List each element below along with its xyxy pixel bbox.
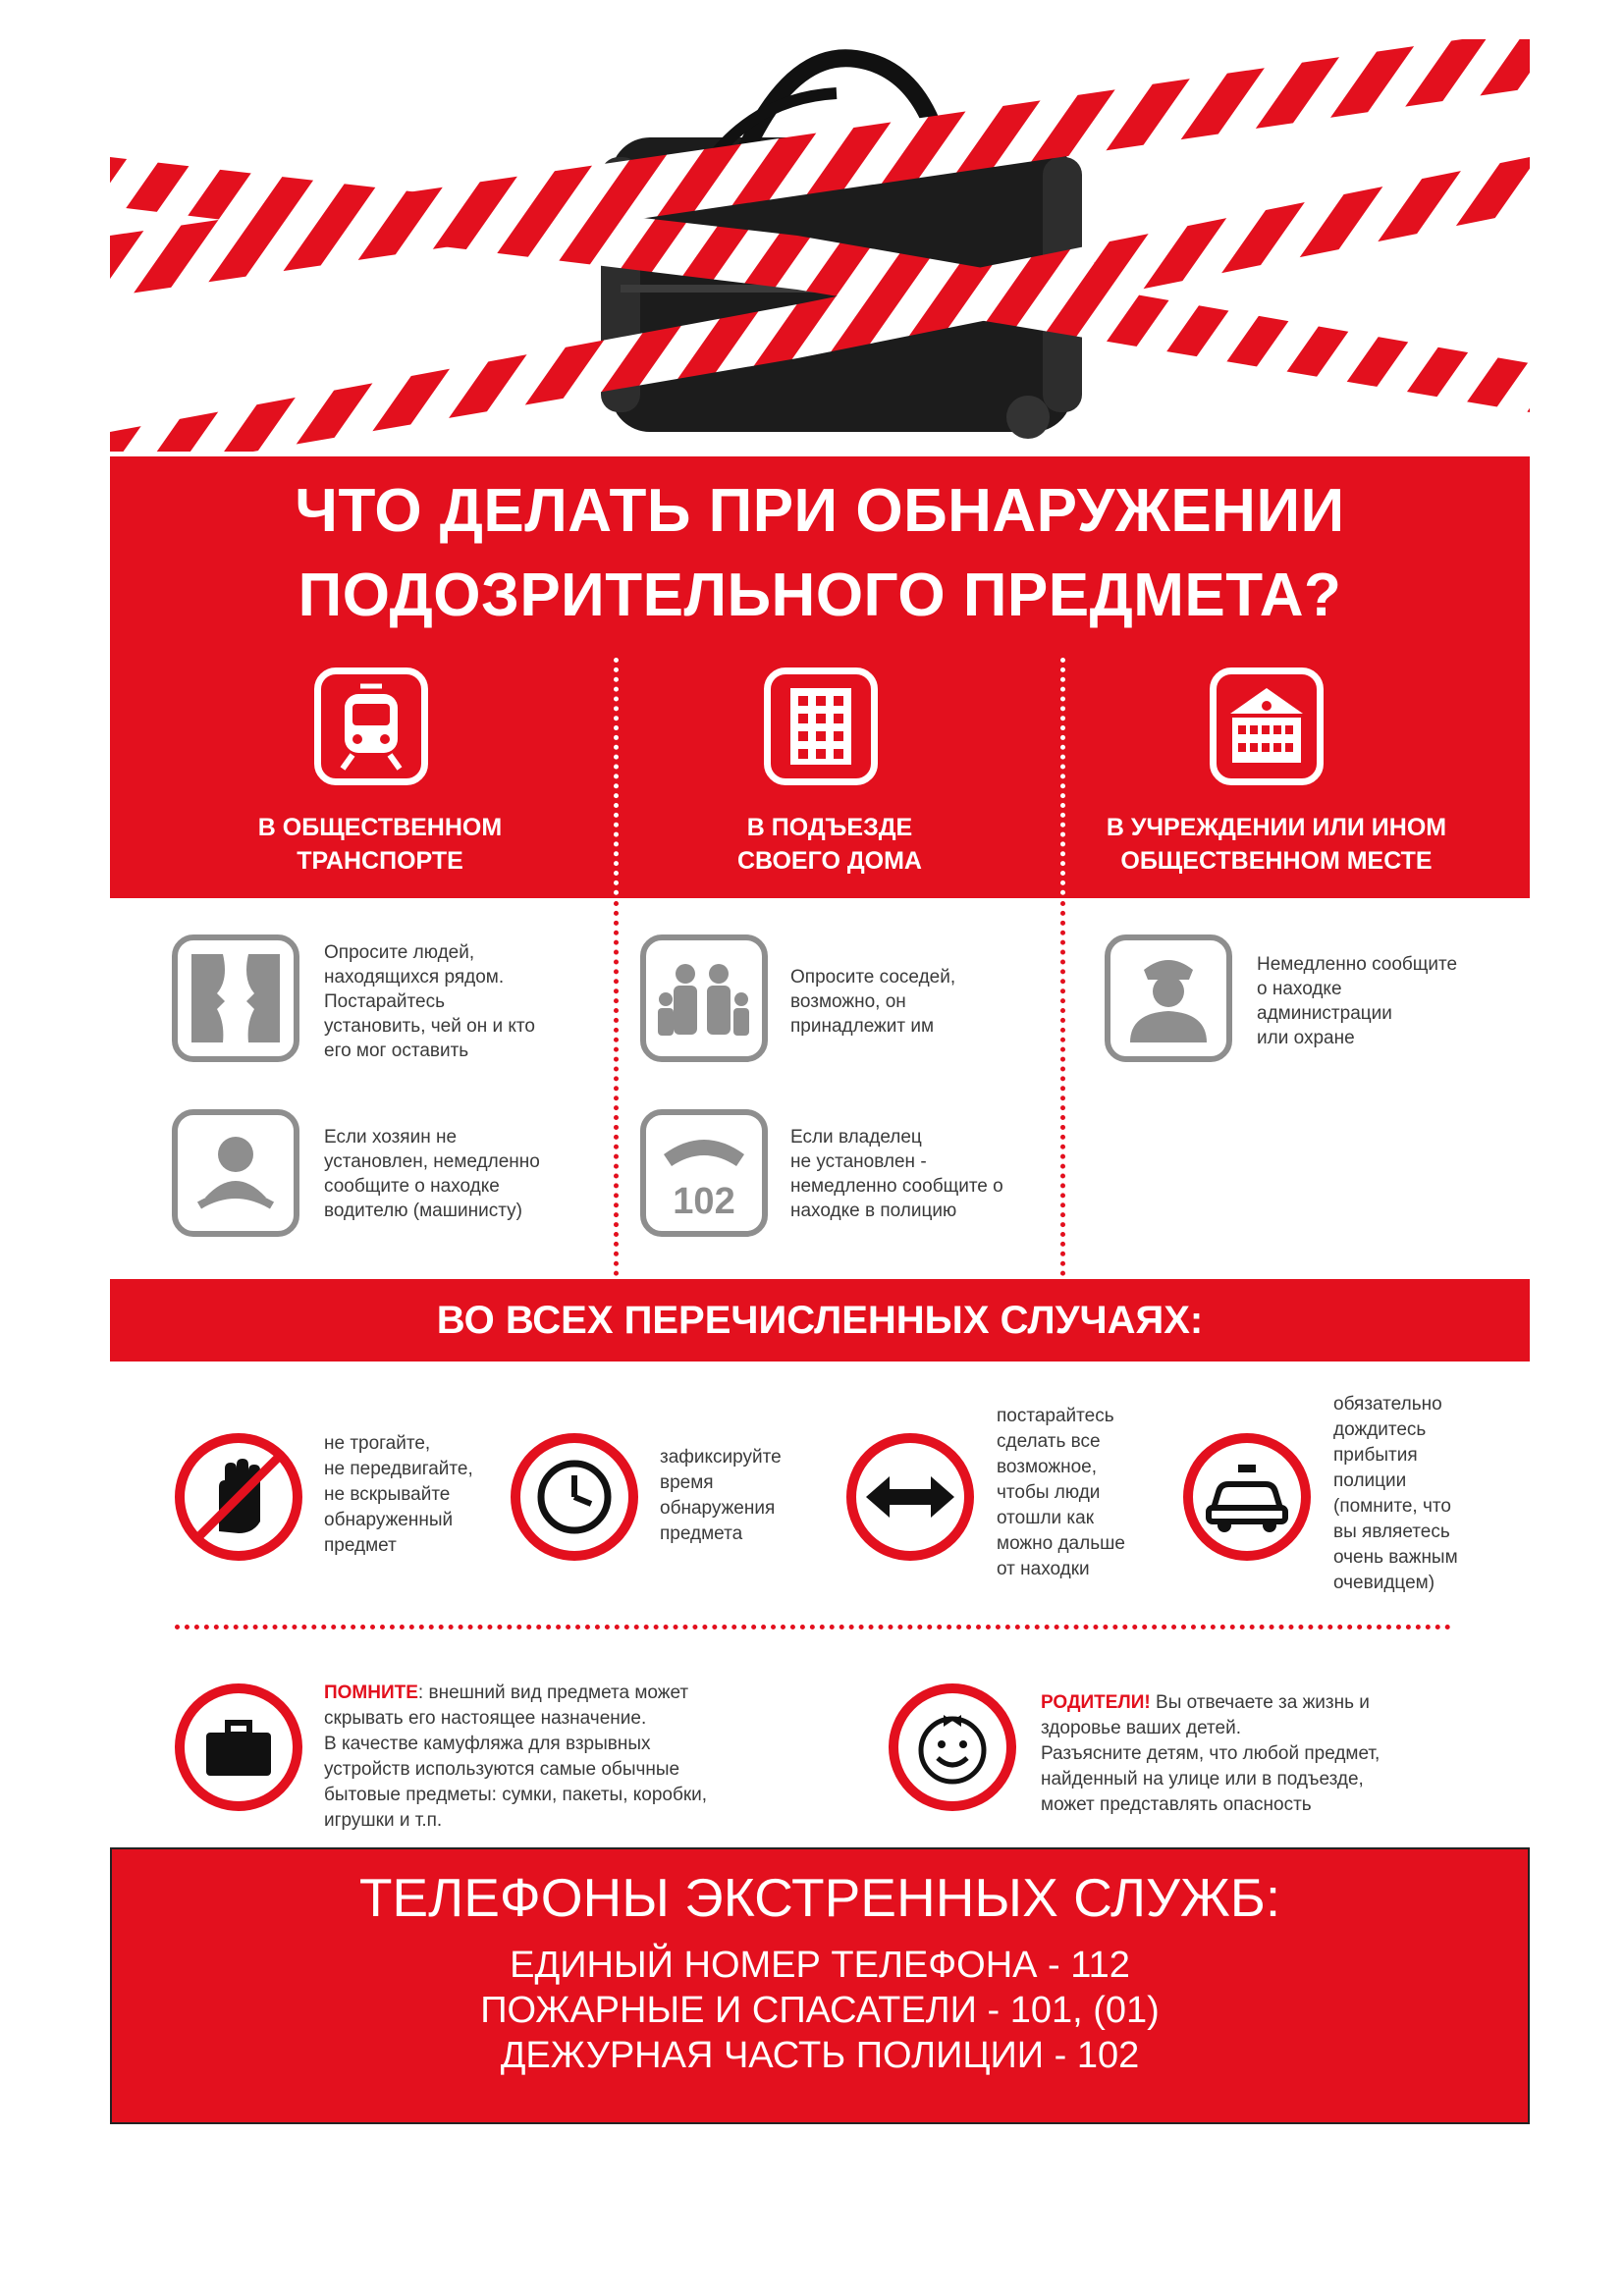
clock-icon [511,1433,638,1561]
divider [175,1625,1451,1629]
remember-label: ПОМНИТЕ [324,1682,418,1703]
remember-note: ПОМНИТЕ: внешний вид предмета может скрывать его настоящее назначение. В качестве камуфляжа для взрывных устройств используются самые обычные бытовые предметы: сумки, пакеты, коробки, игрушки и т.п. [324,1682,708,1831]
hero-illustration [110,39,1530,452]
parents-label: РОДИТЕЛИ! [1041,1692,1151,1713]
emergency-line-police: ДЕЖУРНАЯ ЧАСТЬ ПОЛИЦИИ - 102 [500,2035,1140,2076]
phone-102-icon [640,1109,768,1237]
bag-with-tape-icon [110,39,1530,452]
emergency-line-unified: ЕДИНЫЙ НОМЕР ТЕЛЕФОНА - 112 [510,1945,1130,1986]
institution-building-icon [1210,667,1324,785]
apartment-building-icon [764,667,878,785]
divider [1060,658,1065,895]
rule-4-text: обязательно дождитесь прибытия полиции (помните, что вы являетесь очень важным очевидцем) [1333,1394,1458,1593]
rule-2-text: зафиксируйте время обнаружения предмета [660,1447,782,1544]
no-touch-icon [175,1433,302,1561]
title-line-1: ЧТО ДЕЛАТЬ ПРИ ОБНАРУЖЕНИИ [295,477,1345,545]
divider [614,658,619,895]
instruction-transport-2: Если хозяин не установлен, немедленно сообщите о находке водителю (машинисту) [324,1127,540,1221]
child-face-icon [889,1683,1016,1811]
divider [1060,901,1065,1276]
phone-number-label: 102 [673,1181,735,1222]
briefcase-icon [175,1683,302,1811]
train-icon [314,667,428,785]
category-home-label: В ПОДЪЕЗДЕ СВОЕГО ДОМА [737,814,922,875]
title-line-2: ПОДОЗРИТЕЛЬНОГО ПРЕДМЕТА? [298,561,1342,629]
divider [614,901,619,1276]
category-transport-label: В ОБЩЕСТВЕННОМ ТРАНСПОРТЕ [257,814,503,875]
rule-1-text: не трогайте, не передвигайте, не вскрывайте обнаруженный предмет [324,1433,473,1556]
page-title [110,469,1530,638]
instruction-transport-1: Опросите людей, находящихся рядом. Постарайтесь установить, чей он и кто его мог оставить [324,942,535,1061]
faces-icon [172,934,299,1062]
category-place-label: В УЧРЕЖДЕНИИ ИЛИ ИНОМ ОБЩЕСТВЕННОМ МЕСТЕ [1106,814,1447,875]
emergency-title: ТЕЛЕФОНЫ ЭКСТРЕННЫХ СЛУЖБ: [358,1867,1281,1928]
instruction-place-1: Немедленно сообщите о находке администрации или охране [1257,954,1458,1048]
parents-note: РОДИТЕЛИ! Вы отвечаете за жизнь и здоровье ваших детей. Разъясните детям, что любой предмет, найденный на улице или в подъезде, может представлять опасность [1041,1692,1380,1815]
driver-icon [172,1109,299,1237]
all-cases-title: ВО ВСЕХ ПЕРЕЧИСЛЕННЫХ СЛУЧАЯХ: [436,1299,1204,1342]
police-car-icon [1183,1433,1311,1561]
rule-3-text: постарайтесь сделать все возможное, чтобы люди отошли как можно дальше от находки [997,1406,1125,1579]
emergency-line-fire: ПОЖАРНЫЕ И СПАСАТЕЛИ - 101, (01) [480,1990,1160,2031]
double-arrow-icon [846,1433,974,1561]
instruction-home-1: Опросите соседей, возможно, он принадлежит им [790,967,956,1037]
security-guard-icon [1105,934,1232,1062]
instruction-home-2: Если владелец не установлен - немедленно сообщите о находке в полицию [790,1127,1003,1221]
family-icon [640,934,768,1062]
